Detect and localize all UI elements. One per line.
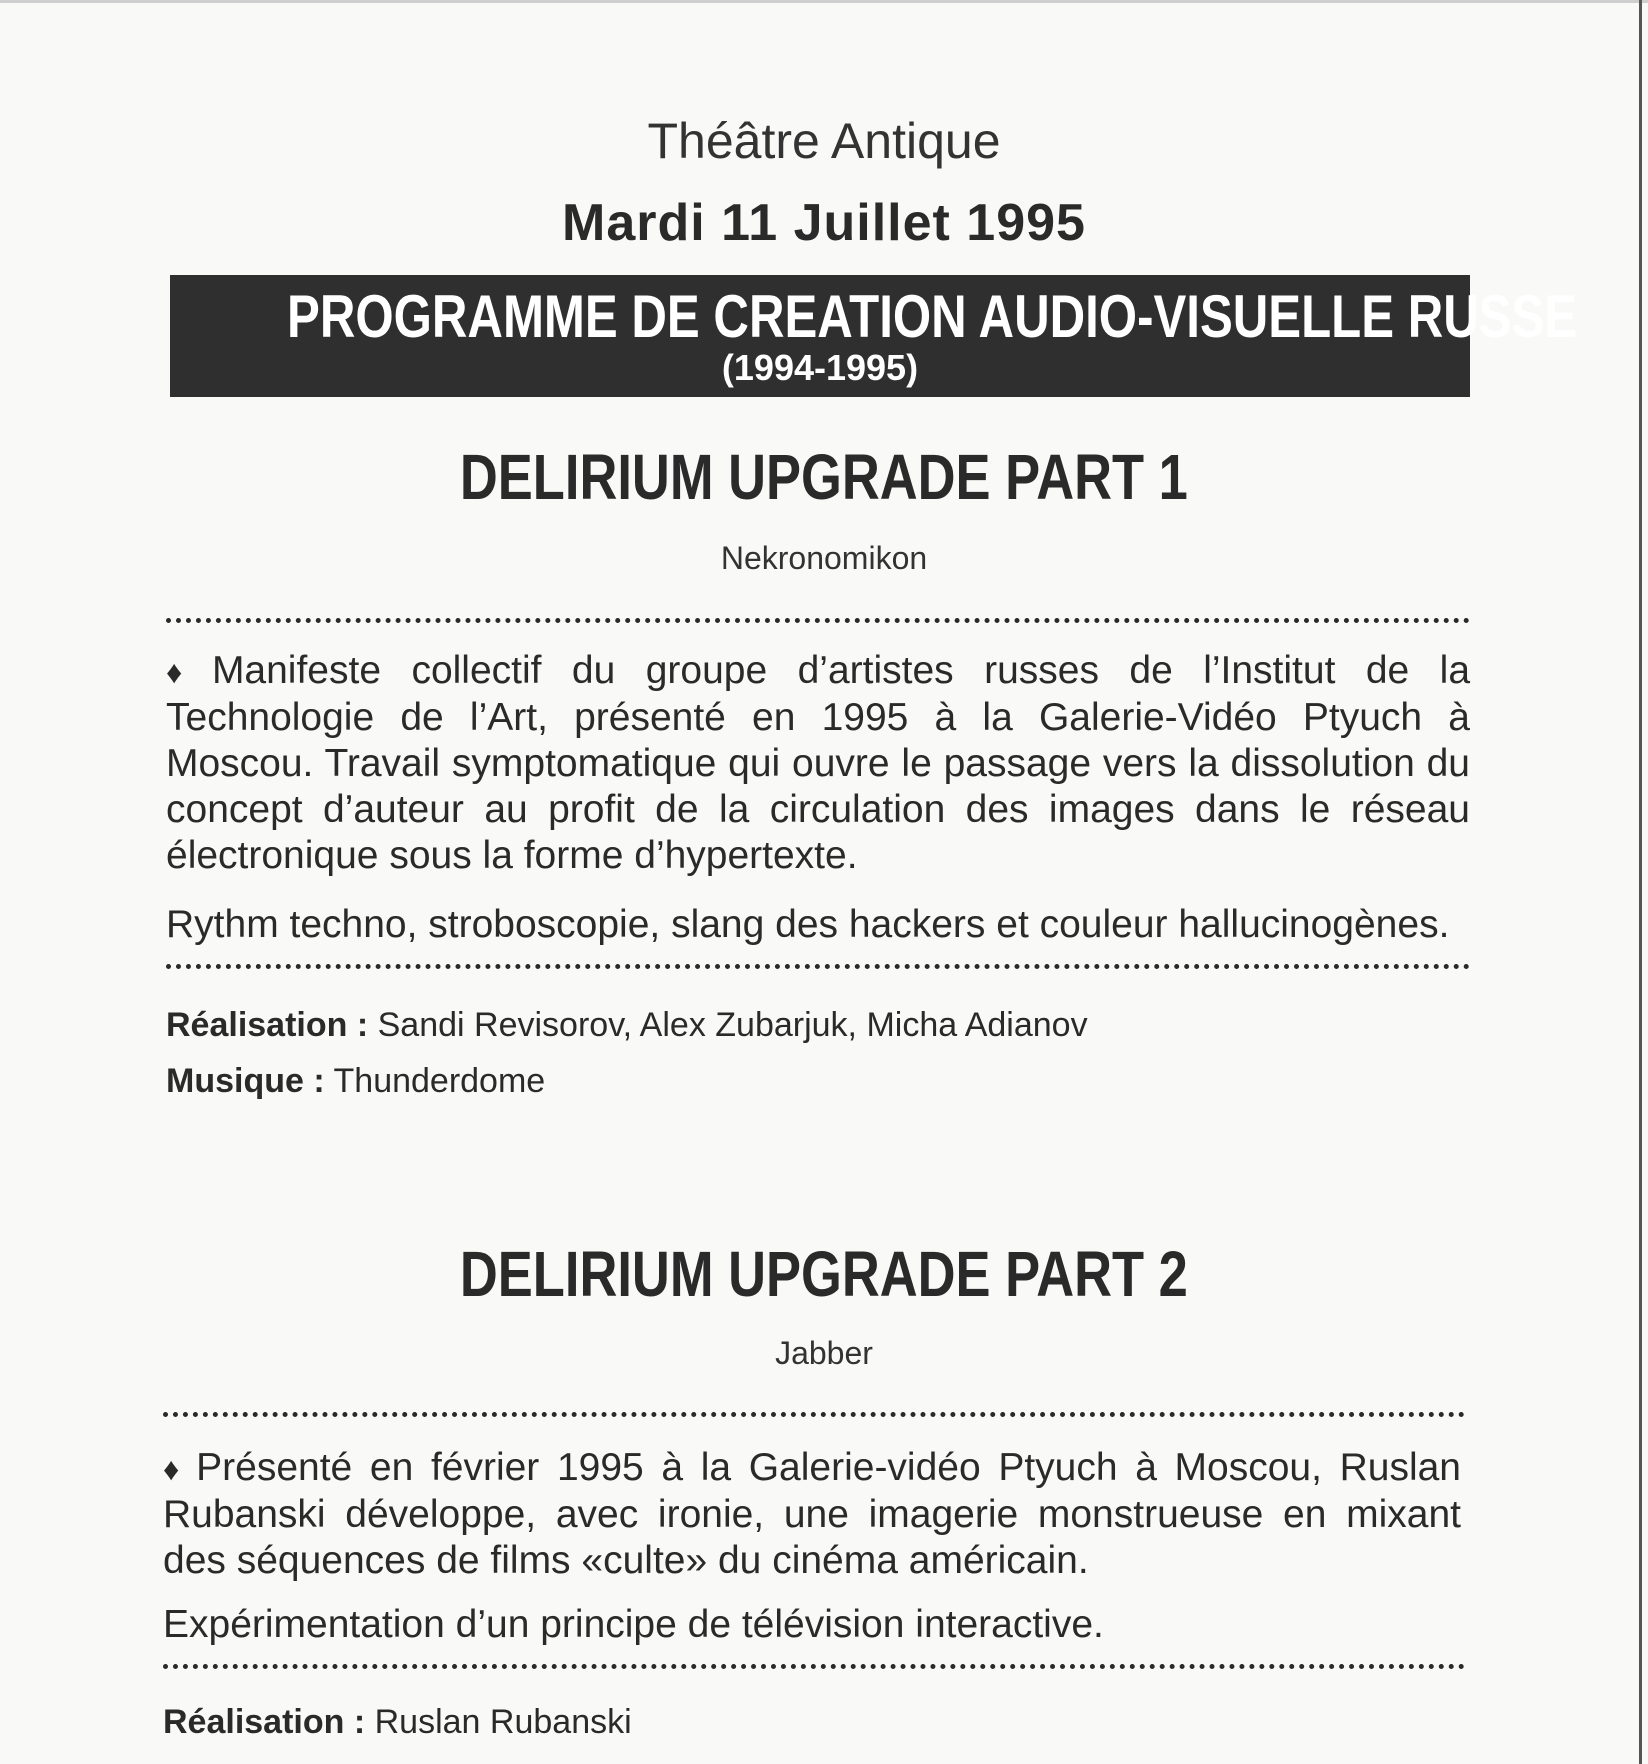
diamond-bullet-icon: ♦ [166,654,202,690]
section-2-title: DELIRIUM UPGRADE PART 2 [460,1238,1188,1310]
dotted-divider [163,1412,1465,1417]
event-date: Mardi 11 Juillet 1995 [562,194,1086,252]
page-right-edge [1639,0,1642,1764]
section-2-note: Expérimentation d’un principe de télévision interactive. [163,1603,1104,1646]
section-2-description: ♦ Présenté en février 1995 à la Galerie-vidéo Ptyuch à Moscou, Ruslan Rubanski développe, avec ironie, une imagerie monstrueuse en mixant des séquences de films «culte» du cinéma américain. [163,1446,1461,1582]
venue-heading: Théâtre Antique [647,113,1001,169]
section-1-title: DELIRIUM UPGRADE PART 1 [460,441,1188,513]
diamond-bullet-icon: ♦ [163,1451,187,1487]
program-banner [170,275,1578,397]
credit-line: Musique : Thunderdome [166,1062,546,1100]
dotted-divider [166,964,1470,969]
dotted-divider [163,1664,1465,1669]
section-1-subtitle: Nekronomikon [720,540,928,576]
credit-line: Réalisation : Ruslan Rubanski [163,1703,632,1741]
section-1-description: ♦ Manifeste collectif du groupe d’artistes russes de l’Institut de la Technologie de l’Art, présenté en 1995 à la Galerie-Vidéo Ptyuch à Moscou. Travail symptomatique qui ouvre le passage vers la dissolution du concept d’auteur au profit de la circulation des images dans le réseau électronique sous la forme d’hypertexte. [166,649,1471,877]
banner-title: PROGRAMME DE CREATION AUDIO-VISUELLE RUSSE [287,283,1578,350]
page-top-edge [0,0,1648,3]
credit-line: Réalisation : Sandi Revisorov, Alex Zubarjuk, Micha Adianov [166,1006,1088,1044]
dotted-divider [166,618,1470,623]
section-1-note: Rythm techno, stroboscopie, slang des hackers et couleur hallucinogènes. [166,903,1450,946]
banner-years: (1994-1995) [721,347,919,388]
section-2-subtitle: Jabber [775,1335,873,1371]
